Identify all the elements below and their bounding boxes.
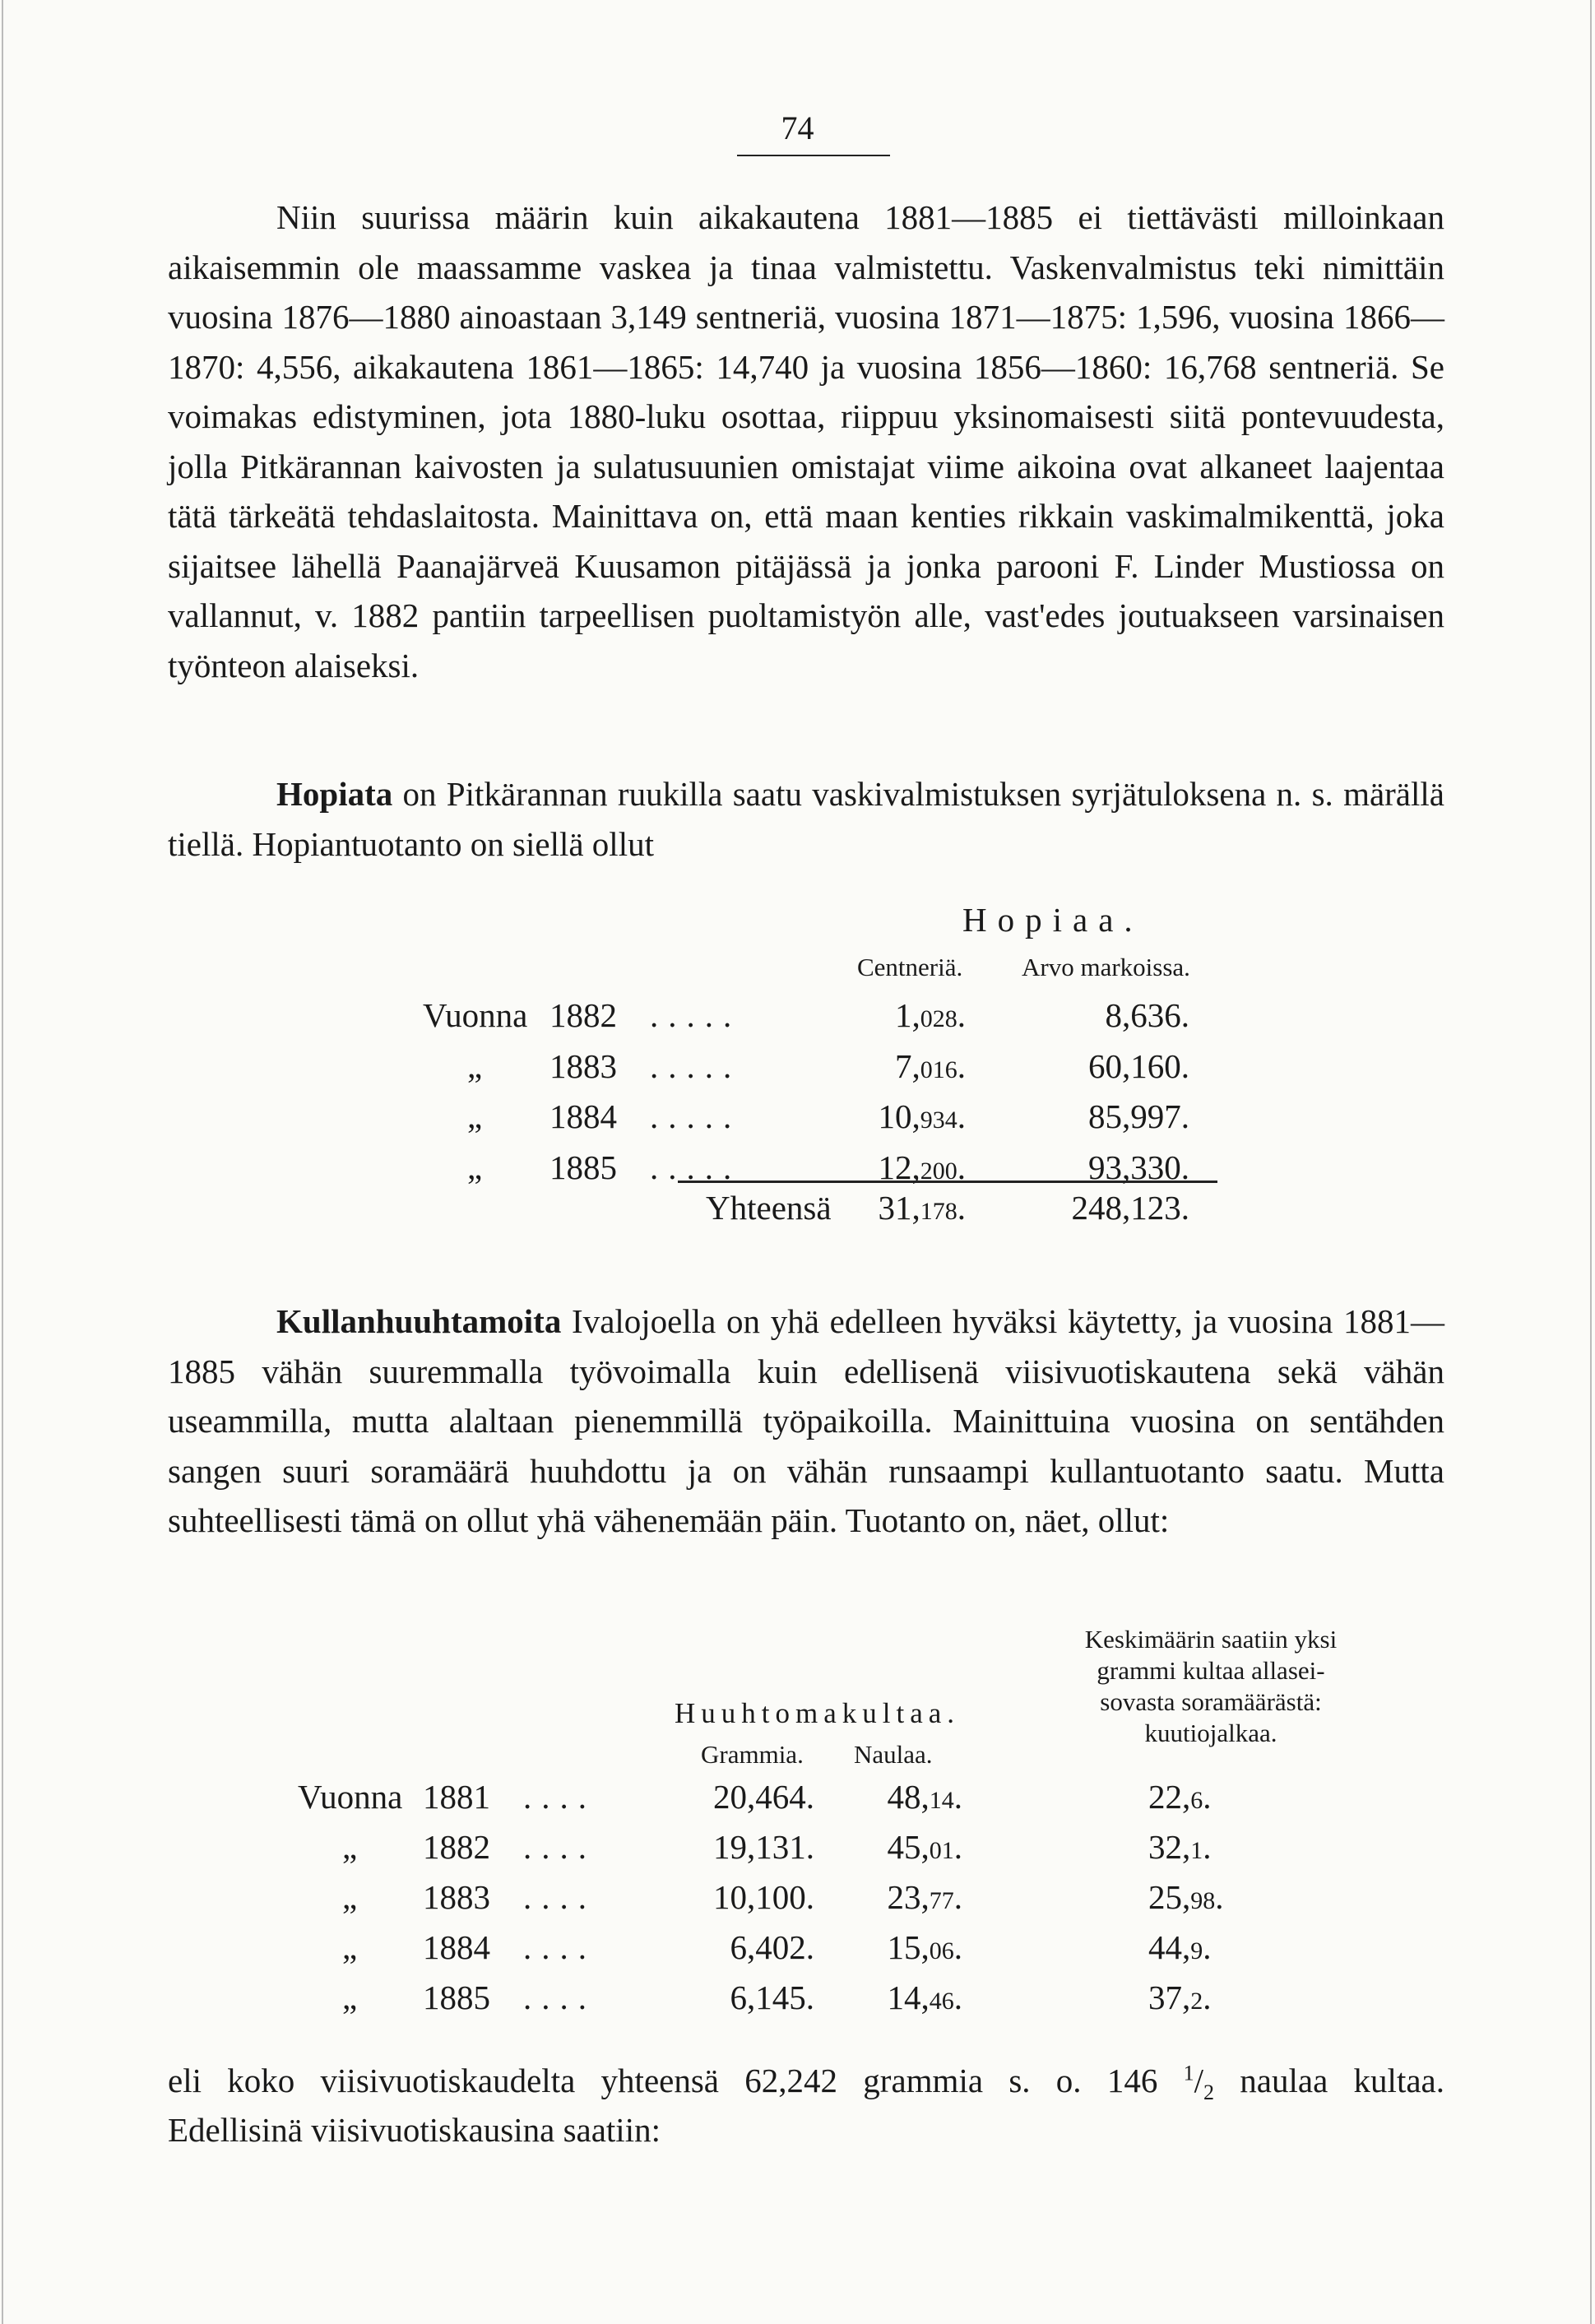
- silver-row-value: 85,997.: [1088, 1097, 1189, 1135]
- gold-row-ratio-int: 44,: [1148, 1928, 1191, 1966]
- silver-table-total-centner-frac: 178: [920, 1198, 957, 1225]
- silver-row-label: „: [467, 1097, 483, 1135]
- gold-row-ratio-frac: 2: [1190, 1988, 1203, 2015]
- gold-row-label: Vuonna: [298, 1778, 403, 1816]
- silver-row-year: 1883: [549, 1046, 617, 1085]
- gold-row-label: „: [342, 1878, 358, 1916]
- paragraph-silver-lead: Hopiata: [276, 775, 393, 813]
- gold-row-ratio: [1148, 1978, 1254, 2017]
- gold-row-ratio-int: 37,: [1148, 1978, 1191, 2016]
- gold-row-dots: ....: [523, 1778, 596, 1816]
- silver-row-centner-frac: 016: [920, 1055, 957, 1083]
- page-number: 74: [781, 109, 814, 146]
- gold-row-ratio-int: 32,: [1148, 1828, 1191, 1866]
- silver-row-value: 8,636.: [1105, 996, 1189, 1034]
- gold-table-group-header: Huuhtomakultaa.: [675, 1697, 961, 1729]
- gold-row-pounds: [855, 1978, 962, 2017]
- gold-row-pounds-end: .: [953, 1828, 962, 1866]
- paragraph-total-pre: eli koko viisivuotiskaudelta yhteensä 62,242 grammia s. o. 146: [168, 2062, 1184, 2099]
- gold-row-pounds-int: 15,: [887, 1928, 930, 1966]
- paragraph-gold: [168, 1297, 1444, 1546]
- gold-row-pounds-frac: 06: [929, 1937, 954, 1964]
- silver-row-centner-frac: 934: [920, 1106, 957, 1134]
- gold-row-grams: 19,131.: [713, 1828, 814, 1866]
- silver-row-label: „: [467, 1148, 483, 1186]
- gold-table-col-grams: Grammia.: [701, 1740, 804, 1769]
- silver-row-centner-frac: 028: [920, 1005, 957, 1032]
- gold-row-pounds-int: 48,: [887, 1778, 930, 1816]
- scan-edge-left: [2, 0, 3, 2324]
- silver-row-dots: .....: [650, 1097, 742, 1135]
- fraction-denominator: 2: [1203, 2080, 1215, 2105]
- gold-row-ratio-end: .: [1203, 1778, 1212, 1816]
- silver-row-year: 1885: [549, 1148, 617, 1186]
- silver-table-group-header: Hopiaa.: [962, 901, 1143, 939]
- silver-table-total-centner-end: .: [957, 1189, 966, 1227]
- silver-row-centner-end: .: [957, 1148, 966, 1186]
- silver-table-total-label: Yhteensä: [706, 1189, 832, 1227]
- gold-row-label: „: [342, 1978, 358, 2016]
- gold-row-year: 1885: [423, 1978, 490, 2016]
- silver-table-col-value: Arvo markoissa.: [1022, 953, 1190, 981]
- silver-table-total-value: 248,123.: [1071, 1189, 1189, 1227]
- paragraph-silver-text: on Pitkärannan ruukilla saatu vaskivalmistuksen syrjätuloksena n. s. märällä tiellä. Hopiantuotanto on siellä ollut: [168, 775, 1444, 863]
- gold-row-pounds-frac: 77: [929, 1887, 954, 1914]
- gold-row-ratio-end: .: [1203, 1978, 1212, 2016]
- gold-row-ratio: [1148, 1877, 1254, 1917]
- gold-row-dots: ....: [523, 1928, 596, 1966]
- paragraph-silver: [168, 769, 1444, 869]
- scan-edge-right: [1590, 0, 1592, 2324]
- gold-table-col-pounds: Naulaa.: [854, 1740, 933, 1769]
- silver-row-centner-int: 10,: [878, 1097, 920, 1135]
- gold-row-pounds: [855, 1827, 962, 1867]
- gold-row-dots: ....: [523, 1978, 596, 2016]
- silver-row-centner-int: 1,: [895, 996, 920, 1034]
- silver-row-value: 93,330.: [1088, 1148, 1189, 1186]
- silver-row-year: 1884: [549, 1097, 617, 1135]
- silver-table-total-centner: [860, 1188, 966, 1227]
- gold-row-dots: ....: [523, 1828, 596, 1866]
- paragraph-gold-lead: Kullanhuuhtamoita: [276, 1302, 562, 1340]
- gold-row-year: 1881: [423, 1778, 490, 1816]
- gold-table-ratio-header-line: kuutiojalkaa.: [1144, 1719, 1277, 1747]
- gold-row-ratio-end: .: [1215, 1878, 1224, 1916]
- gold-row-grams: 6,402.: [730, 1928, 814, 1966]
- silver-row-dots: .....: [650, 996, 742, 1034]
- gold-table-ratio-header-line: grammi kultaa allasei-: [1097, 1656, 1325, 1685]
- gold-row-label: „: [342, 1928, 358, 1966]
- gold-row-pounds-end: .: [953, 1778, 962, 1816]
- silver-row-centner: [860, 995, 966, 1035]
- gold-row-ratio-frac: 9: [1190, 1937, 1203, 1964]
- gold-row-ratio-frac: 98: [1190, 1887, 1216, 1914]
- gold-row-pounds-end: .: [953, 1978, 962, 2016]
- silver-row-year: 1882: [549, 996, 617, 1034]
- silver-row-centner-int: 12,: [878, 1148, 920, 1186]
- gold-row-pounds-frac: 14: [929, 1787, 954, 1814]
- gold-row-pounds-frac: 46: [929, 1988, 954, 2015]
- gold-row-pounds-int: 14,: [887, 1978, 930, 2016]
- gold-row-ratio-end: .: [1203, 1828, 1212, 1866]
- silver-row-dots: .....: [650, 1148, 742, 1186]
- silver-row-label: Vuonna: [423, 996, 528, 1034]
- silver-row-label: „: [467, 1046, 483, 1085]
- gold-row-ratio-int: 25,: [1148, 1878, 1191, 1916]
- gold-row-ratio-end: .: [1203, 1928, 1212, 1966]
- gold-table-ratio-header-line: sovasta soramäärästä:: [1100, 1687, 1322, 1716]
- fraction-numerator: 1: [1183, 2061, 1194, 2085]
- paragraph-copper: Niin suurissa määrin kuin aikakautena 1881—1885 ei tiettävästi milloinkaan aikaisemmin ole maassamme vaskea ja tinaa valmistettu. Vaskenvalmistus teki nimittäin vuosina 1876—1880 ainoastaan 3,149 sentneriä, vuosina 1871—1875: 1,596, vuosina 1866—1870: 4,556, aikakautena 1861—1865: 14,740 ja vuosina 1856—1860: 16,768 sentneriä. Se voimakas edistyminen, jota 1880-luku osottaa, riippuu yksinomaisesti siitä pontevuudesta, jolla Pitkärannan kaivosten ja sulatusuunien omistajat viime aikoina ovat alkaneet laajentaa tätä tärkeätä tehdaslaitosta. Mainittava on, että maan kenties rikkain vaskimalmikenttä, joka sijaitsee lähellä Paanajärveä Kuusamon pitäjässä ja jonka parooni F. Linder Mustiossa on vallannut, v. 1882 pantiin tarpeellisen puoltamistyön alle, vast'edes joutuakseen varsinaisen työnteon alaiseksi.: [168, 198, 1444, 684]
- silver-row-centner: [860, 1046, 966, 1086]
- silver-row-centner-end: .: [957, 1046, 966, 1085]
- silver-row-centner: [860, 1097, 966, 1136]
- paragraph-total-line: eli koko viisivuotiskaudelta yhteensä 62,242 grammia s. o. 146 $^1/_2$ naulaa kultaa.: [168, 2061, 1444, 2105]
- silver-table-total-centner-int: 31,: [878, 1189, 920, 1227]
- gold-row-pounds-end: .: [953, 1878, 962, 1916]
- gold-row-label: „: [342, 1828, 358, 1866]
- gold-row-ratio: [1148, 1777, 1254, 1816]
- silver-table-col-centner: Centneriä.: [857, 953, 963, 981]
- paragraph-gold-text: Ivalojoella on yhä edelleen hyväksi käytetty, ja vuosina 1881—1885 vähän suuremmalla työvoimalla kuin edellisenä viisivuotiskautena sekä vähän useammilla, mutta alaltaan pienemmillä työpaikoilla. Mainittuina vuosina on sentähden sangen suuri soramäärä huuhdottu ja on vähän runsaampi kullantuotanto saatu. Mutta suhteellisesti tämä on ollut yhä vähenemään päin. Tuotanto on, näet, ollut:: [168, 1302, 1444, 1539]
- gold-table-ratio-header-line: Keskimäärin saatiin yksi: [1084, 1625, 1338, 1654]
- gold-row-grams: 20,464.: [713, 1778, 814, 1816]
- gold-row-pounds: [855, 1927, 962, 1967]
- gold-row-ratio: [1148, 1927, 1254, 1967]
- gold-row-pounds: [855, 1877, 962, 1917]
- silver-row-centner-int: 7,: [895, 1046, 920, 1085]
- gold-row-year: 1883: [423, 1878, 490, 1916]
- gold-row-ratio: [1148, 1827, 1254, 1867]
- silver-table-sum-rule: [678, 1181, 1217, 1183]
- gold-row-dots: ....: [523, 1878, 596, 1916]
- gold-row-year: 1882: [423, 1828, 490, 1866]
- gold-row-year: 1884: [423, 1928, 490, 1966]
- gold-row-pounds-int: 23,: [887, 1878, 930, 1916]
- silver-row-value: 60,160.: [1088, 1046, 1189, 1085]
- gold-row-ratio-int: 22,: [1148, 1778, 1191, 1816]
- gold-row-pounds-end: .: [953, 1928, 962, 1966]
- gold-row-ratio-frac: 1: [1190, 1837, 1203, 1864]
- silver-row-centner-end: .: [957, 996, 966, 1034]
- gold-row-pounds-frac: 01: [929, 1837, 954, 1864]
- silver-row-centner-end: .: [957, 1097, 966, 1135]
- gold-row-pounds: [855, 1777, 962, 1816]
- silver-row-dots: .....: [650, 1046, 742, 1085]
- paragraph-total-post: naulaa kultaa.: [1214, 2062, 1444, 2099]
- gold-row-grams: 6,145.: [730, 1978, 814, 2016]
- paragraph-previous-line: Edellisinä viisivuotiskausina saatiin:: [168, 2111, 661, 2149]
- gold-row-ratio-frac: 6: [1190, 1787, 1203, 1814]
- gold-row-pounds-int: 45,: [887, 1828, 930, 1866]
- page-number-rule: [737, 155, 890, 156]
- gold-row-grams: 10,100.: [713, 1878, 814, 1916]
- silver-row-centner-frac: 200: [920, 1157, 957, 1185]
